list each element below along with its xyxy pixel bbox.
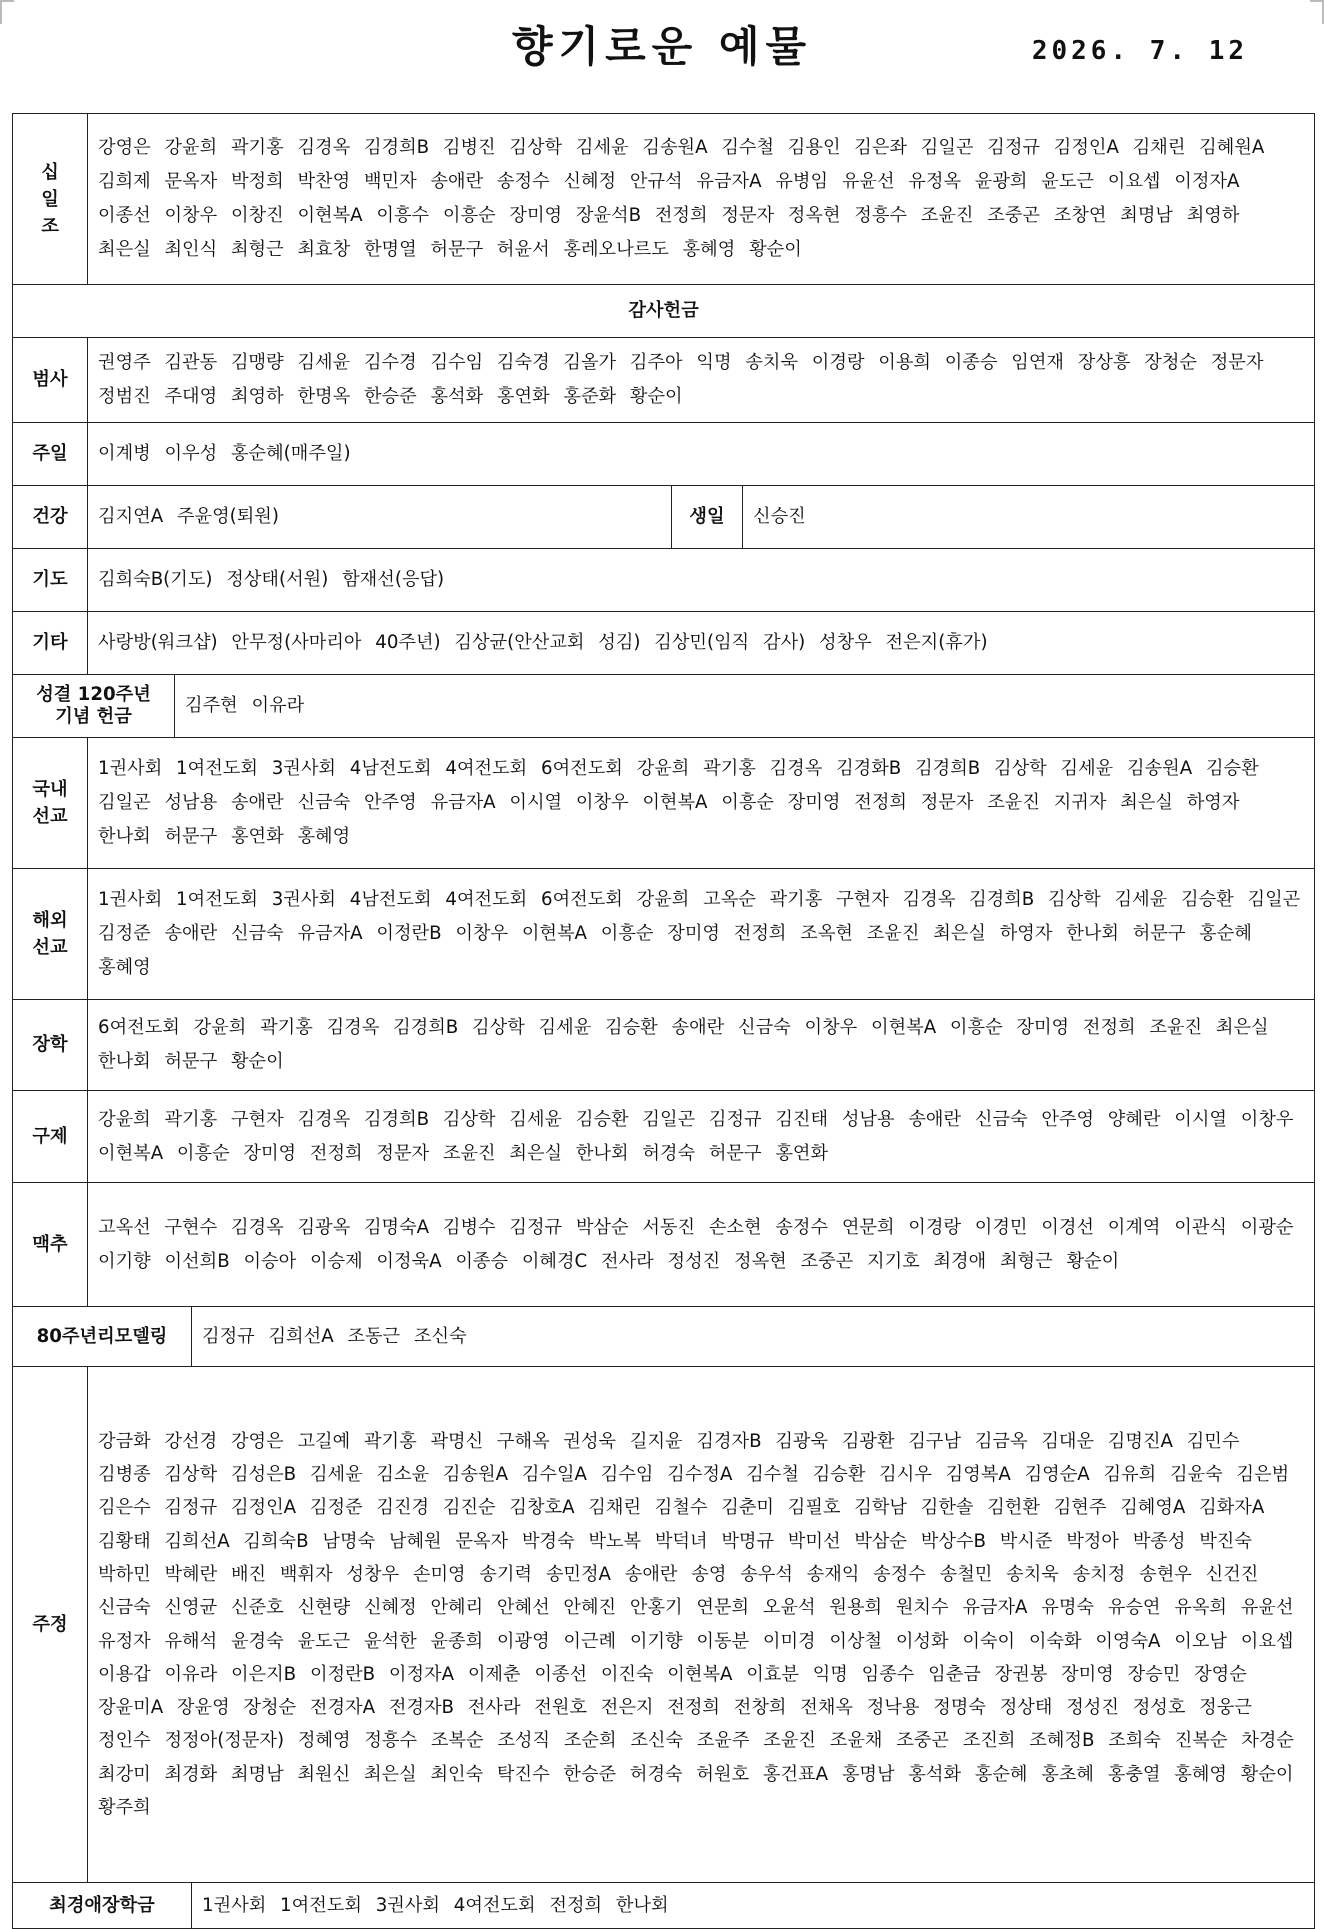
row-names: 1권사회 1여전도회 3권사회 4남전도회 4여전도회 6여전도회 강윤희 곽기홍 김경옥 김경화B 김경희B 김상학 김세윤 김송원A 김승환 김일곤 성남용 송애란 신금숙 안주영 유금자A 이시열 이창우 이현복A 이흥순 장미영 전정희 정문자 조윤진 지귀자 최은실 하영자 한나회 허문구 홍연화 홍혜영 <box>88 738 1315 869</box>
table-row-anniversary <box>13 675 1315 738</box>
row-category: 주일 <box>13 423 88 486</box>
row-category: 해외 선교 <box>13 869 88 1000</box>
row-split <box>13 1307 1315 1367</box>
row-split <box>13 675 1315 738</box>
row-names: 강금화 강선경 강영은 고길예 곽기홍 곽명신 구해옥 권성욱 길지윤 김경자B 김광욱 김광환 김구남 김금옥 김대운 김명진A 김민수 김병종 김상학 김성은B 김세윤 김소윤 김송원A 김수일A 김수임 김수정A 김수철 김승환 김시우 김영복A 김영순A 김유희 김윤숙 김은범 김은수 김정규 김정인A 김정준 김진경 김진순 김창호A 김채린 김철수 김춘미 김필호 김학남 김한솔 김헌환 김현주 김혜영A 김화자A 김황태 김희선A 김희숙B 남명숙 남혜원 문옥자 박경숙 박노복 박덕녀 박명규 박미선 박삼순 박상수B 박시준 박정아 박종성 박진숙 박하민 박혜란 배진 백휘자 성창우 손미영 송기력 송민정A 송애란 송영 송우석 송재익 송정수 송철민 송치욱 송치정 송현우 신건진 신금숙 신영균 신준호 신현량 신혜정 안혜리 안혜선 안혜진 안홍기 연문희 오윤석 원용희 원치수 유금자A 유명숙 유승연 유옥희 유윤선 유정자 유해석 윤경숙 윤도근 윤석한 윤종희 이광영 이근례 이기향 이동분 이미경 이상철 이성화 이숙이 이숙화 이영숙A 이오남 이요셉 이용갑 이유라 이은지B 이정란B 이정자A 이제춘 이종선 이진숙 이현복A 이효분 익명 임종수 임춘금 장권봉 장미영 장승민 장영순 장윤미A 장윤영 장청순 전경자A 전경자B 전사라 전원호 전은지 전정희 전창희 전채옥 정낙용 정명숙 정상태 정성진 정성호 정웅근 정인수 정정아(정문자) 정혜영 정흥수 조복순 조성직 조순희 조신숙 조윤주 조윤진 조윤채 조중곤 조진희 조혜정B 조희숙 진복순 차경순 최강미 최경화 최명남 최원신 최은실 최인숙 탁진수 한승준 허경숙 허원호 홍건표A 홍명남 홍석화 홍순혜 홍초혜 홍충열 홍혜영 황순이 황주희 <box>88 1367 1315 1883</box>
table-row-general <box>13 338 1315 423</box>
row-names: 권영주 김관동 김맹량 김세윤 김수경 김수임 김숙경 김올가 김주아 익명 송치욱 이경랑 이용희 이종승 임연재 장상흥 장청순 정문자 정범진 주대영 최영하 한명옥 한승준 홍석화 홍연화 홍준화 황순이 <box>88 338 1315 423</box>
row-split <box>13 1883 1315 1929</box>
row-names: 1권사회 1여전도회 3권사회 4남전도회 4여전도회 6여전도회 강윤희 고옥순 곽기홍 구현자 김경옥 김경희B 김상학 김세윤 김승환 김일곤 김정준 송애란 신금숙 유금자A 이정란B 이창우 이현복A 이흥순 장미영 전정희 조옥현 조윤진 최은실 하영자 한나회 허문구 홍순혜 홍혜영 <box>88 869 1315 1000</box>
row-category: 구제 <box>13 1091 88 1183</box>
row-names: 고옥선 구현수 김경옥 김광옥 김명숙A 김병수 김정규 박삼순 서동진 손소현 송정수 연문희 이경랑 이경민 이경선 이계역 이관식 이광순 이기향 이선희B 이승아 이승제 이정욱A 이종승 이혜경C 전사라 정성진 정옥현 조중곤 지기호 최경애 최형근 황순이 <box>88 1183 1315 1307</box>
row-names: 6여전도회 강윤희 곽기홍 김경옥 김경희B 김상학 김세윤 김승환 송애란 신금숙 이창우 이현복A 이흥순 장미영 전정희 조윤진 최은실 한나회 허문구 황순이 <box>88 1000 1315 1091</box>
table-row-health-birthday <box>13 486 1315 549</box>
row-category: 건강 <box>13 486 88 549</box>
row-category: 십 일 조 <box>13 114 88 285</box>
row-category: 기타 <box>13 612 88 675</box>
table-row-relief <box>13 1091 1315 1183</box>
table-row-weekly <box>13 423 1315 486</box>
table-row-other <box>13 612 1315 675</box>
row-category: 국내 선교 <box>13 738 88 869</box>
row-category: 범사 <box>13 338 88 423</box>
row-names: 김희숙B(기도) 정상태(서원) 함재선(응답) <box>88 549 1315 612</box>
row-category: 주정 <box>13 1367 88 1883</box>
row-names: 강영은 강윤희 곽기홍 김경옥 김경희B 김병진 김상학 김세윤 김송원A 김수철 김용인 김은좌 김일곤 김정규 김정인A 김채린 김혜원A 김희제 문옥자 박정희 박찬영 백민자 송애란 송정수 신혜정 안규석 유금자A 유병임 유윤선 유정옥 윤광희 윤도근 이요셉 이정자A 이종선 이창우 이창진 이현복A 이흥수 이흥순 장미영 장윤석B 전정희 정문자 정옥현 정흥수 조윤진 조중곤 조창연 최명남 최영하 최은실 최인식 최형근 최효창 한명열 허문구 허윤서 홍레오나르도 홍혜영 황순이 <box>88 114 1315 285</box>
row-category-birthday: 생일 <box>672 486 743 548</box>
table-row-overseas-mission <box>13 869 1315 1000</box>
row-names: 김주현 이유라 <box>185 695 305 716</box>
row-names: 사랑방(워크샵) 안무정(사마리아 40주년) 김상균(안산교회 성김) 김상민(임직 감사) 성창우 전은지(휴가) <box>88 612 1315 675</box>
table-row-maekchu <box>13 1183 1315 1307</box>
row-names: 김정규 김희선A 조동근 조신숙 <box>202 1325 467 1347</box>
table-row-remodeling <box>13 1307 1315 1367</box>
table-row-prayer <box>13 549 1315 612</box>
row-names: 김지연A 주윤영(퇴원) <box>88 486 672 548</box>
row-names: 1권사회 1여전도회 3권사회 4여전도회 전정희 한나회 <box>202 1894 669 1916</box>
row-category: 최경애장학금 <box>13 1883 192 1928</box>
row-names: 이계병 이우성 홍순혜(매주일) <box>88 423 1315 486</box>
offering-table <box>12 113 1315 1929</box>
table-row-tithe <box>13 114 1315 285</box>
table-row-scholarship <box>13 1000 1315 1091</box>
page-title: 향기로운 예물 <box>511 22 813 71</box>
row-category: 기도 <box>13 549 88 612</box>
row-category: 맥추 <box>13 1183 88 1307</box>
row-split <box>88 486 1315 549</box>
row-category: 성결 120주년 기념 헌금 <box>13 675 175 737</box>
table-row-domestic-mission <box>13 738 1315 869</box>
row-category: 장학 <box>13 1000 88 1091</box>
table-row-choi-scholarship <box>13 1883 1315 1929</box>
row-category: 80주년리모델링 <box>13 1307 192 1366</box>
row-names-birthday: 신승진 <box>753 506 806 527</box>
page-date: 2026. 7. 12 <box>1031 36 1248 66</box>
table-row-designated <box>13 1367 1315 1883</box>
section-heading: 감사헌금 <box>13 285 1315 338</box>
section-heading-row <box>13 285 1315 338</box>
row-names: 강윤희 곽기홍 구현자 김경옥 김경희B 김상학 김세윤 김승환 김일곤 김정규 김진태 성남용 송애란 신금숙 안주영 양혜란 이시열 이창우 이현복A 이흥순 장미영 전정희 정문자 조윤진 최은실 한나회 허경숙 허문구 홍연화 <box>88 1091 1315 1183</box>
